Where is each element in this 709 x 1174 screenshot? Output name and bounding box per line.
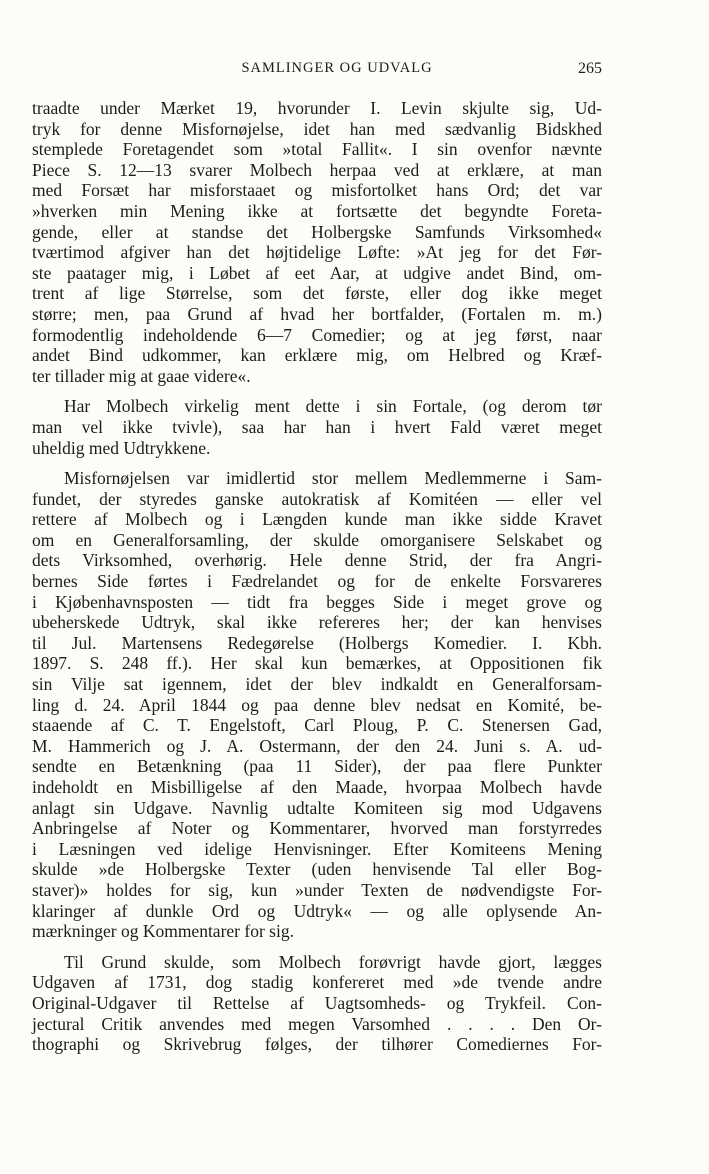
text-line: thographi og Skrivebrug følges, der tilhører Comediernes For- [32,1034,602,1055]
text-line: andet Bind udkommer, kan erklære mig, om Helbred og Kræf- [32,345,602,366]
page-number: 265 [578,60,602,77]
text-line: klaringer af dunkle Ord og Udtryk« — og alle oplysende An- [32,900,602,921]
paragraph [32,468,602,942]
text-line: indeholdt en Misbilligelse af den Maade, hvorpaa Molbech havde [32,777,602,797]
text-line: til Jul. Martensens Redegørelse (Holbergs Komedier. I. Kbh. [32,632,602,653]
text-line: tryk for denne Misfornøjelse, idet han med sædvanlig Bidskhed [32,118,602,139]
text-line: Til Grund skulde, som Molbech forøvrigt havde gjort, lægges [64,951,602,972]
text-line: »hverken min Mening ikke at fortsætte det begyndte Foreta- [32,200,602,221]
text-line: mærkninger og Kommentarer for sig. [32,921,294,942]
text-line: rettere af Molbech og i Længden kunde man ikke sidde Kravet [32,509,602,530]
body-text [32,98,602,1055]
text-line: uheldig med Udtrykkene. [32,437,211,458]
text-line: sendte en Betænkning (paa 11 Sider), der paa flere Punkter [32,756,602,777]
text-line: ter tillader mig at gaae videre«. [32,365,251,386]
text-line: Udgaven af 1731, dog stadig konfereret med »de tvende andre [32,972,602,993]
text-line: om en Generalforsamling, der skulde omorganisere Selskabet og [32,529,602,550]
text-line: anlagt sin Udgave. Navnlig udtalte Komiteen sig mod Udgavens [32,797,602,818]
text-line: staaende af C. T. Engelstoft, Carl Ploug, P. C. Stenersen Gad, [32,715,602,736]
paragraph [32,396,602,458]
paragraph [32,952,602,1055]
text-line: ubeherskede Udtryk, skal ikke refereres her; der kan henvises [32,612,602,633]
text-line: man vel ikke tvivle), saa har han i hvert Fald været meget [32,416,602,437]
text-line: trent af lige Størrelse, som det første, eller dog ikke meget [32,283,602,304]
text-line: med Forsæt har misforstaaet og misfortolket hans Ord; det var [32,180,602,201]
text-line: Piece S. 12—13 svarer Molbech herpaa ved at erklære, at man [32,159,602,180]
text-line: 1897. S. 248 ff.). Her skal kun bemærkes, at Oppositionen fik [32,653,602,674]
text-line: fundet, der styredes ganske autokratisk af Komitéen — eller vel [32,488,602,509]
text-line: skulde »de Holbergske Texter (uden henvisende Tal eller Bog- [32,859,602,880]
text-line: stemplede Foretagendet som »total Fallit«. I sin ovenfor nævnte [32,139,602,160]
text-line: Har Molbech virkelig ment dette i sin Fortale, (og derom tør [64,396,602,417]
text-line: jectural Critik anvendes med megen Varsomhed . . . . Den Or- [32,1013,602,1034]
text-line: i Kjøbenhavnsposten — tidt fra begges Side i meget grove og [32,591,602,612]
text-line: Anbringelse af Noter og Kommentarer, hvorved man forstyrredes [32,818,602,839]
text-line: sin Vilje sat igennem, idet der blev indkaldt en Generalforsam- [32,674,602,695]
text-line: gende, eller at standse det Holbergske Samfunds Virksomhed« [32,221,602,242]
text-line: ste paatager mig, i Løbet af eet Aar, at udgive andet Bind, om- [32,262,602,283]
text-line: bernes Side førtes i Fædrelandet og for de enkelte Forsvareres [32,571,602,592]
text-line: i Læsningen ved idelige Henvisninger. Efter Komiteens Mening [32,838,602,859]
text-line: Misfornøjelsen var imidlertid stor mellem Medlemmerne i Sam- [64,468,602,489]
text-line: tværtimod afgiver han det højtidelige Løfte: »At jeg for det Før- [32,242,602,263]
paragraph [32,98,602,386]
running-head: SAMLINGER OG UDVALG [241,60,433,76]
text-line: M. Hammerich og J. A. Ostermann, der den 24. Juni s. A. ud- [32,735,602,756]
text-line: traadte under Mærket 19, hvorunder I. Levin skjulte sig, Ud- [32,98,602,118]
text-line: større; men, paa Grund af hvad her bortfalder, (Fortalen m. m.) [32,303,602,324]
text-line: dets Virksomhed, overhørig. Hele denne Strid, der fra Angri- [32,550,602,571]
page-header [32,58,602,82]
text-line: staver)» holdes for sig, kun »under Texten de nødvendigste For- [32,879,602,900]
text-line: formodentlig indeholdende 6—7 Comedier; og at jeg først, naar [32,324,602,345]
text-line: Original-Udgaver til Rettelse af Uagtsomheds- og Trykfeil. Con- [32,992,602,1013]
text-line: ling d. 24. April 1844 og paa denne blev nedsat en Komité, be- [32,694,602,715]
